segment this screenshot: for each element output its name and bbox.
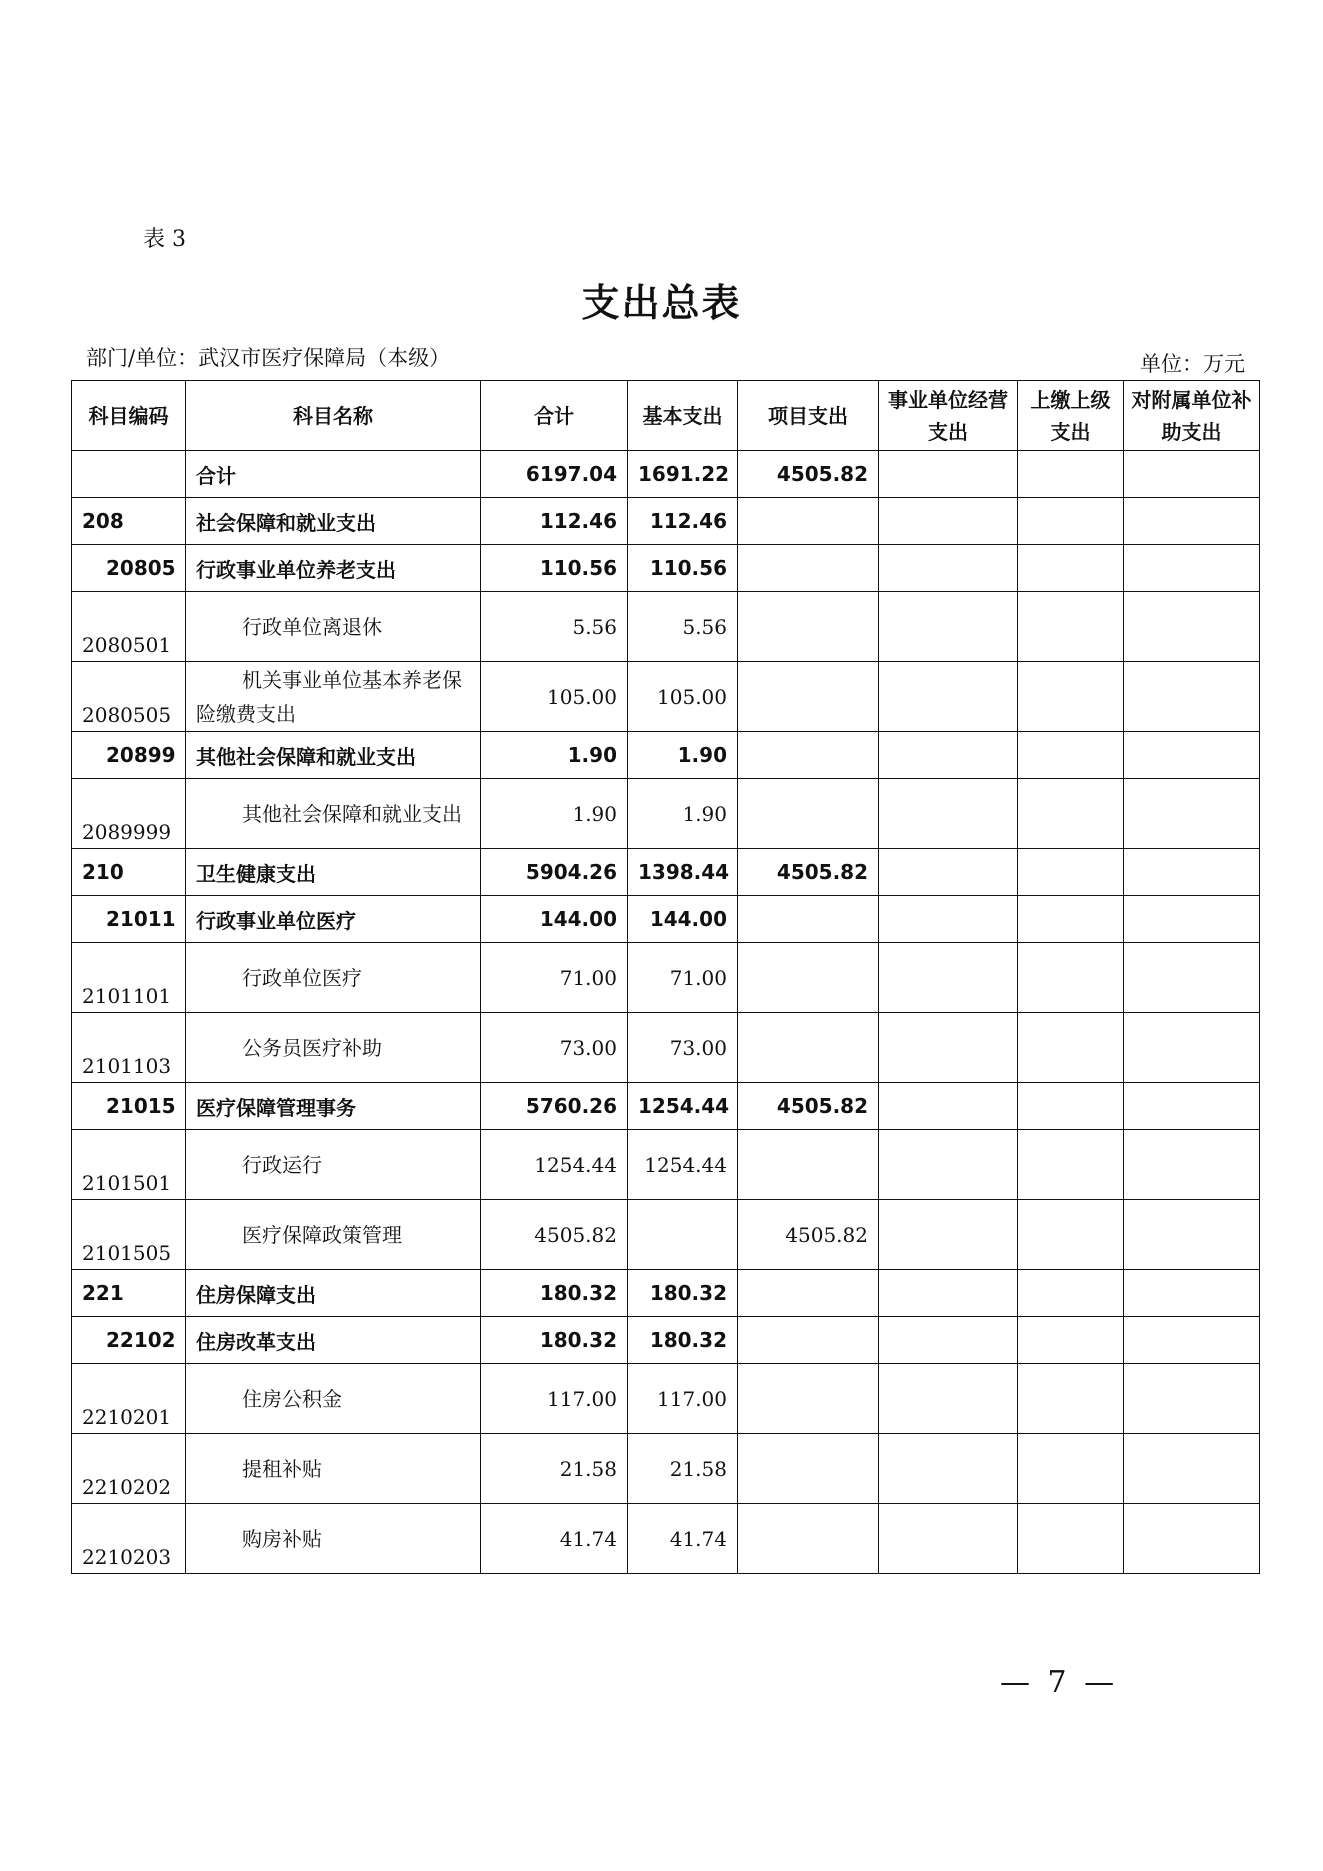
- row-total: 4505.82: [481, 1200, 628, 1270]
- table-row: [72, 592, 1260, 662]
- row-basic: 112.46: [628, 498, 738, 545]
- table-row: [72, 1083, 1260, 1130]
- header-name: 科目名称: [186, 381, 481, 451]
- header-code: 科目编码: [72, 381, 186, 451]
- row-subsidy: [1124, 896, 1260, 943]
- row-subsidy: [1124, 943, 1260, 1013]
- row-total: 110.56: [481, 545, 628, 592]
- row-code: 21015: [72, 1083, 186, 1130]
- table-row: [72, 498, 1260, 545]
- row-subsidy: [1124, 498, 1260, 545]
- row-subsidy: [1124, 779, 1260, 849]
- row-business: [879, 943, 1018, 1013]
- row-total: 5760.26: [481, 1083, 628, 1130]
- row-upper: [1018, 1200, 1124, 1270]
- row-code: 20899: [72, 732, 186, 779]
- row-upper: [1018, 451, 1124, 498]
- row-business: [879, 1317, 1018, 1364]
- row-total: 6197.04: [481, 451, 628, 498]
- row-name: 医疗保障管理事务: [186, 1083, 481, 1130]
- row-project: 4505.82: [738, 849, 879, 896]
- row-total: 144.00: [481, 896, 628, 943]
- row-basic: 180.32: [628, 1317, 738, 1364]
- row-business: [879, 1200, 1018, 1270]
- row-upper: [1018, 1364, 1124, 1434]
- row-total: 5.56: [481, 592, 628, 662]
- table-row: [72, 943, 1260, 1013]
- row-total: 41.74: [481, 1504, 628, 1574]
- row-upper: [1018, 1270, 1124, 1317]
- row-upper: [1018, 943, 1124, 1013]
- header-subsidy: 对附属单位补助支出: [1124, 381, 1260, 451]
- row-code: 2080505: [72, 662, 186, 732]
- row-basic: 1254.44: [628, 1130, 738, 1200]
- table-row: [72, 1364, 1260, 1434]
- row-code: 2089999: [72, 779, 186, 849]
- row-project: [738, 1317, 879, 1364]
- row-name: 行政单位离退休: [186, 592, 481, 662]
- row-name: 医疗保障政策管理: [186, 1200, 481, 1270]
- row-upper: [1018, 849, 1124, 896]
- row-subsidy: [1124, 1504, 1260, 1574]
- row-business: [879, 849, 1018, 896]
- row-subsidy: [1124, 1317, 1260, 1364]
- row-basic: 73.00: [628, 1013, 738, 1083]
- row-name: 提租补贴: [186, 1434, 481, 1504]
- table-row: [72, 545, 1260, 592]
- row-upper: [1018, 1130, 1124, 1200]
- row-name: 公务员医疗补助: [186, 1013, 481, 1083]
- row-subsidy: [1124, 1083, 1260, 1130]
- row-basic: 71.00: [628, 943, 738, 1013]
- header-total: 合计: [481, 381, 628, 451]
- table-row: [72, 849, 1260, 896]
- row-business: [879, 1364, 1018, 1434]
- expenditure-table: [71, 380, 1260, 1574]
- row-upper: [1018, 1317, 1124, 1364]
- row-upper: [1018, 1013, 1124, 1083]
- row-basic: 180.32: [628, 1270, 738, 1317]
- row-project: [738, 1013, 879, 1083]
- row-business: [879, 1504, 1018, 1574]
- row-basic: [628, 1200, 738, 1270]
- row-business: [879, 896, 1018, 943]
- row-subsidy: [1124, 1364, 1260, 1434]
- table-row: [72, 1504, 1260, 1574]
- row-code: 221: [72, 1270, 186, 1317]
- row-subsidy: [1124, 1270, 1260, 1317]
- row-code: 2101101: [72, 943, 186, 1013]
- row-upper: [1018, 779, 1124, 849]
- row-total: 5904.26: [481, 849, 628, 896]
- row-code: 2101103: [72, 1013, 186, 1083]
- page-number: — 7 —: [1000, 1665, 1119, 1700]
- row-name: 住房公积金: [186, 1364, 481, 1434]
- row-total: 117.00: [481, 1364, 628, 1434]
- row-project: [738, 1130, 879, 1200]
- row-basic: 1254.44: [628, 1083, 738, 1130]
- row-basic: 1.90: [628, 732, 738, 779]
- row-code: 2080501: [72, 592, 186, 662]
- row-name: 住房改革支出: [186, 1317, 481, 1364]
- row-name: 社会保障和就业支出: [186, 498, 481, 545]
- row-basic: 21.58: [628, 1434, 738, 1504]
- row-basic: 144.00: [628, 896, 738, 943]
- row-project: [738, 545, 879, 592]
- row-code: 208: [72, 498, 186, 545]
- row-total: 112.46: [481, 498, 628, 545]
- row-code: [72, 451, 186, 498]
- department-label: 部门/单位：武汉市医疗保障局（本级）: [86, 346, 451, 370]
- row-business: [879, 592, 1018, 662]
- row-upper: [1018, 545, 1124, 592]
- row-upper: [1018, 1434, 1124, 1504]
- row-name: 合计: [186, 451, 481, 498]
- row-upper: [1018, 1083, 1124, 1130]
- row-upper: [1018, 592, 1124, 662]
- row-basic: 1398.44: [628, 849, 738, 896]
- table-label: 表 3: [143, 227, 186, 252]
- row-total: 73.00: [481, 1013, 628, 1083]
- header-basic: 基本支出: [628, 381, 738, 451]
- row-subsidy: [1124, 592, 1260, 662]
- row-upper: [1018, 662, 1124, 732]
- table-row: [72, 451, 1260, 498]
- row-upper: [1018, 896, 1124, 943]
- unit-label: 单位：万元: [1140, 352, 1245, 376]
- row-business: [879, 1130, 1018, 1200]
- row-basic: 1691.22: [628, 451, 738, 498]
- row-name: 行政事业单位医疗: [186, 896, 481, 943]
- row-project: 4505.82: [738, 1200, 879, 1270]
- page-title: 支出总表: [581, 281, 742, 325]
- row-subsidy: [1124, 1434, 1260, 1504]
- row-business: [879, 545, 1018, 592]
- row-project: 4505.82: [738, 451, 879, 498]
- row-subsidy: [1124, 545, 1260, 592]
- row-project: [738, 779, 879, 849]
- row-total: 71.00: [481, 943, 628, 1013]
- row-project: [738, 498, 879, 545]
- row-total: 105.00: [481, 662, 628, 732]
- table-row: [72, 1200, 1260, 1270]
- row-business: [879, 662, 1018, 732]
- row-business: [879, 732, 1018, 779]
- table-row: [72, 662, 1260, 732]
- row-business: [879, 451, 1018, 498]
- row-name: 卫生健康支出: [186, 849, 481, 896]
- row-name: 行政运行: [186, 1130, 481, 1200]
- row-name: 其他社会保障和就业支出: [186, 779, 481, 849]
- row-project: [738, 1434, 879, 1504]
- table-row: [72, 896, 1260, 943]
- row-code: 22102: [72, 1317, 186, 1364]
- row-code: 20805: [72, 545, 186, 592]
- row-business: [879, 779, 1018, 849]
- row-basic: 110.56: [628, 545, 738, 592]
- row-business: [879, 1083, 1018, 1130]
- row-project: [738, 1364, 879, 1434]
- row-code: 2101501: [72, 1130, 186, 1200]
- row-name: 机关事业单位基本养老保险缴费支出: [186, 662, 481, 732]
- row-business: [879, 1013, 1018, 1083]
- table-row: [72, 779, 1260, 849]
- row-code: 2101505: [72, 1200, 186, 1270]
- row-total: 180.32: [481, 1317, 628, 1364]
- row-basic: 105.00: [628, 662, 738, 732]
- row-name: 行政单位医疗: [186, 943, 481, 1013]
- header-row: [72, 381, 1260, 451]
- table-row: [72, 1317, 1260, 1364]
- row-total: 1.90: [481, 732, 628, 779]
- row-basic: 41.74: [628, 1504, 738, 1574]
- row-total: 1.90: [481, 779, 628, 849]
- row-project: [738, 1504, 879, 1574]
- header-upper: 上缴上级支出: [1018, 381, 1124, 451]
- table-row: [72, 1270, 1260, 1317]
- table-row: [72, 732, 1260, 779]
- row-upper: [1018, 732, 1124, 779]
- row-code: 2210203: [72, 1504, 186, 1574]
- row-project: [738, 896, 879, 943]
- row-project: [738, 592, 879, 662]
- row-total: 180.32: [481, 1270, 628, 1317]
- row-code: 210: [72, 849, 186, 896]
- row-basic: 117.00: [628, 1364, 738, 1434]
- row-subsidy: [1124, 662, 1260, 732]
- row-basic: 5.56: [628, 592, 738, 662]
- row-upper: [1018, 1504, 1124, 1574]
- header-project: 项目支出: [738, 381, 879, 451]
- table-row: [72, 1013, 1260, 1083]
- row-total: 21.58: [481, 1434, 628, 1504]
- row-name: 购房补贴: [186, 1504, 481, 1574]
- table-row: [72, 1434, 1260, 1504]
- row-upper: [1018, 498, 1124, 545]
- row-name: 住房保障支出: [186, 1270, 481, 1317]
- row-subsidy: [1124, 732, 1260, 779]
- row-business: [879, 1434, 1018, 1504]
- row-project: [738, 1270, 879, 1317]
- row-name: 其他社会保障和就业支出: [186, 732, 481, 779]
- row-subsidy: [1124, 849, 1260, 896]
- row-code: 2210201: [72, 1364, 186, 1434]
- row-name: 行政事业单位养老支出: [186, 545, 481, 592]
- table-row: [72, 1130, 1260, 1200]
- header-business: 事业单位经营支出: [879, 381, 1018, 451]
- row-total: 1254.44: [481, 1130, 628, 1200]
- row-code: 2210202: [72, 1434, 186, 1504]
- row-business: [879, 498, 1018, 545]
- row-basic: 1.90: [628, 779, 738, 849]
- row-subsidy: [1124, 1200, 1260, 1270]
- row-subsidy: [1124, 1013, 1260, 1083]
- row-subsidy: [1124, 1130, 1260, 1200]
- row-subsidy: [1124, 451, 1260, 498]
- row-project: [738, 943, 879, 1013]
- row-project: 4505.82: [738, 1083, 879, 1130]
- row-business: [879, 1270, 1018, 1317]
- row-code: 21011: [72, 896, 186, 943]
- row-project: [738, 732, 879, 779]
- row-project: [738, 662, 879, 732]
